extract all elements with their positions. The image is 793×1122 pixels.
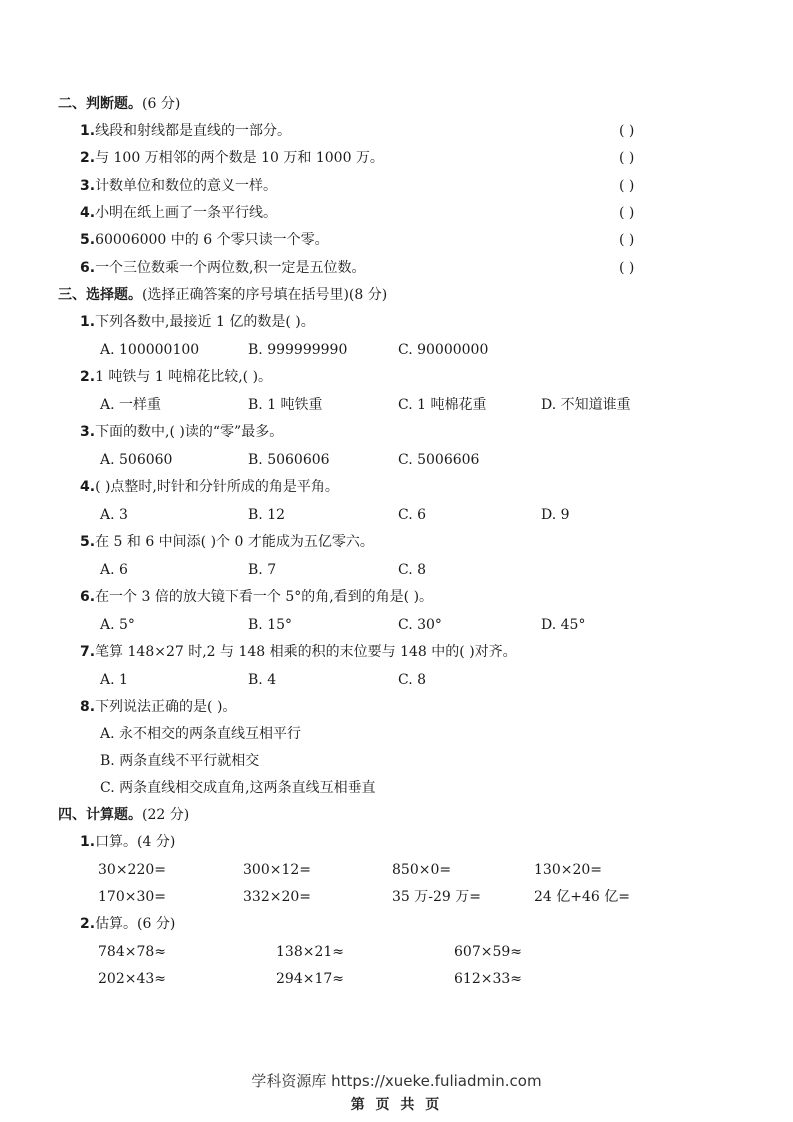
option-c[interactable]: C. 1 吨棉花重: [398, 397, 487, 413]
estimate-item: 202×43≈: [98, 971, 166, 987]
option-c[interactable]: C. 30°: [398, 617, 442, 633]
option-c[interactable]: C. 90000000: [398, 342, 489, 358]
estimate-item: 138×21≈: [276, 944, 344, 960]
section-judgment-title: 二、判断题。(6 分): [58, 96, 181, 112]
estimate-item: 784×78≈: [98, 944, 166, 960]
option-b[interactable]: B. 12: [248, 507, 286, 523]
oral-calc-item: 300×12=: [243, 862, 311, 878]
option-a[interactable]: A. 5°: [100, 617, 135, 633]
choice-question-1: 1.下列各数中,最接近 1 亿的数是( )。: [80, 314, 315, 330]
oral-calc-item: 850×0=: [392, 862, 452, 878]
option-b[interactable]: B. 999999990: [248, 342, 348, 358]
option-b[interactable]: B. 两条直线不平行就相交: [100, 753, 260, 769]
judgment-item-text: 2.与 100 万相邻的两个数是 10 万和 1000 万。: [80, 150, 384, 166]
answer-paren[interactable]: ( ): [619, 150, 635, 166]
choice-question-7: 7.笔算 148×27 时,2 与 148 相乘的积的末位要与 148 中的( )对齐。: [80, 644, 517, 660]
option-b[interactable]: B. 7: [248, 562, 277, 578]
watermark-link[interactable]: 学科资源库 https://xueke.fuliadmin.com: [251, 1072, 542, 1090]
answer-paren[interactable]: ( ): [619, 123, 635, 139]
section-calc-title: 四、计算题。(22 分): [58, 807, 190, 823]
option-d[interactable]: D. 不知道谁重: [541, 397, 631, 413]
option-c[interactable]: C. 8: [398, 562, 427, 578]
estimate-item: 612×33≈: [454, 971, 522, 987]
answer-paren[interactable]: ( ): [619, 232, 635, 248]
option-b[interactable]: B. 1 吨铁重: [248, 397, 323, 413]
option-c[interactable]: C. 两条直线相交成直角,这两条直线互相垂直: [100, 780, 376, 796]
answer-paren[interactable]: ( ): [619, 178, 635, 194]
oral-calc-item: 332×20=: [243, 889, 311, 905]
oral-calc-item: 24 亿+46 亿=: [534, 889, 630, 905]
option-a[interactable]: A. 3: [100, 507, 128, 523]
option-d[interactable]: D. 9: [541, 507, 570, 523]
judgment-item-text: 5.60006000 中的 6 个零只读一个零。: [80, 232, 329, 248]
choice-question-4: 4.( )点整时,时针和分针所成的角是平角。: [80, 479, 339, 495]
choice-question-2: 2.1 吨铁与 1 吨棉花比较,( )。: [80, 369, 273, 385]
judgment-item-text: 3.计数单位和数位的意义一样。: [80, 178, 278, 194]
option-b[interactable]: B. 15°: [248, 617, 293, 633]
option-b[interactable]: B. 4: [248, 672, 277, 688]
answer-paren[interactable]: ( ): [619, 205, 635, 221]
estimate-item: 607×59≈: [454, 944, 522, 960]
option-a[interactable]: A. 1: [100, 672, 128, 688]
option-c[interactable]: C. 5006606: [398, 452, 480, 468]
oral-calc-item: 30×220=: [98, 862, 166, 878]
option-a[interactable]: A. 永不相交的两条直线互相平行: [100, 726, 302, 742]
option-a[interactable]: A. 506060: [100, 452, 173, 468]
estimate-item: 294×17≈: [276, 971, 344, 987]
judgment-item-text: 1.线段和射线都是直线的一部分。: [80, 123, 292, 139]
oral-calc-item: 170×30=: [98, 889, 166, 905]
option-c[interactable]: C. 8: [398, 672, 427, 688]
choice-question-8: 8.下列说法正确的是( )。: [80, 699, 237, 715]
oral-calc-item: 130×20=: [534, 862, 602, 878]
option-a[interactable]: A. 6: [100, 562, 128, 578]
option-a[interactable]: A. 100000100: [100, 342, 200, 358]
choice-question-3: 3.下面的数中,( )读的“零”最多。: [80, 424, 284, 440]
calc-subtitle-estimate: 2.估算。(6 分): [80, 916, 176, 932]
option-b[interactable]: B. 5060606: [248, 452, 330, 468]
answer-paren[interactable]: ( ): [619, 260, 635, 276]
calc-subtitle-oral: 1.口算。(4 分): [80, 834, 176, 850]
choice-question-5: 5.在 5 和 6 中间添( )个 0 才能成为五亿零六。: [80, 534, 374, 550]
choice-question-6: 6.在一个 3 倍的放大镜下看一个 5°的角,看到的角是( )。: [80, 589, 434, 605]
option-a[interactable]: A. 一样重: [100, 397, 162, 413]
option-d[interactable]: D. 45°: [541, 617, 586, 633]
judgment-item-text: 6.一个三位数乘一个两位数,积一定是五位数。: [80, 260, 366, 276]
oral-calc-item: 35 万-29 万=: [392, 889, 481, 905]
judgment-item-text: 4.小明在纸上画了一条平行线。: [80, 205, 278, 221]
page-number: 第 页 共 页: [350, 1097, 443, 1113]
option-c[interactable]: C. 6: [398, 507, 427, 523]
section-choice-title: 三、选择题。(选择正确答案的序号填在括号里)(8 分): [58, 287, 388, 303]
